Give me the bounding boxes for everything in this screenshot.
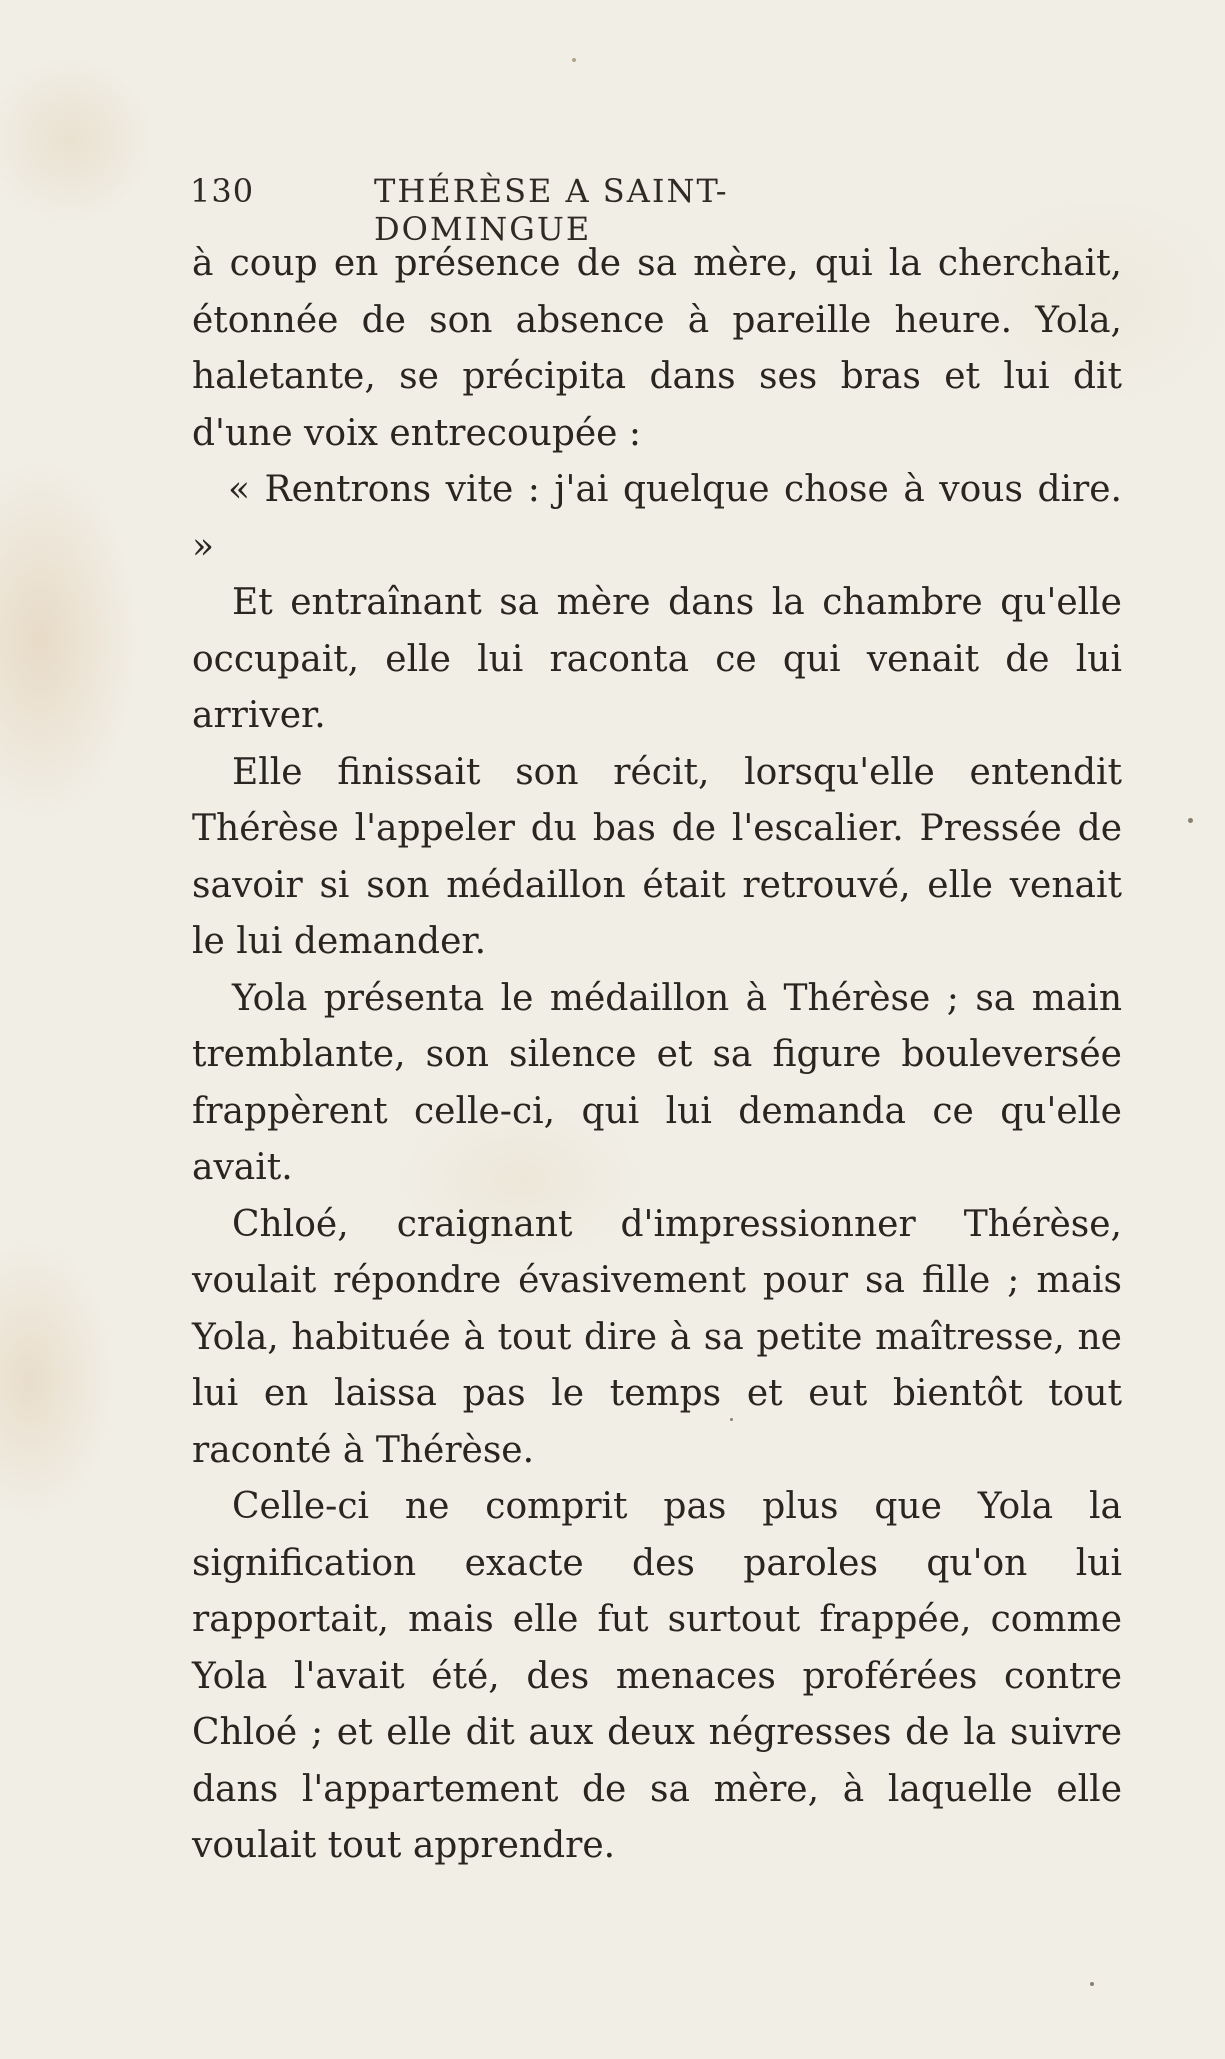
page-number: 130	[190, 172, 255, 210]
paragraph: Elle finissait son récit, lorsqu'elle entendit Thérèse l'appeler du bas de l'escalier. Pressée de savoir si son médaillon était retrouvé, elle venait le lui demander.	[192, 751, 1122, 962]
page-header	[190, 172, 930, 248]
running-title: THÉRÈSE A SAINT-DOMINGUE	[374, 172, 729, 248]
paragraph: Et entraînant sa mère dans la chambre qu'elle occupait, elle lui raconta ce qui venait de lui arriver.	[192, 582, 1122, 736]
paragraph: Chloé, craignant d'impressionner Thérèse, voulait répondre évasivement pour sa fille ; mais Yola, habituée à tout dire à sa petite maîtresse, ne lui en laissa pas le temps et eut bientôt tout raconté à Thérèse.	[192, 1203, 1122, 1471]
paper-speck	[730, 1418, 733, 1421]
body-text	[192, 236, 1122, 1875]
paper-speck	[1090, 1982, 1094, 1986]
paragraph: Celle-ci ne comprit pas plus que Yola la signification exacte des paroles qu'on lui rapportait, mais elle fut surtout frappée, comme Yola l'avait été, des menaces proférées contre Chloé ; et elle dit aux deux négresses de la suivre dans l'appartement de sa mère, à laquelle elle voulait tout apprendre.	[192, 1486, 1122, 1866]
paragraph: Yola présenta le médaillon à Thérèse ; sa main tremblante, son silence et sa figure bouleversée frappèrent celle-ci, qui lui demanda ce qu'elle avait.	[192, 977, 1122, 1188]
paragraph-continued: à coup en présence de sa mère, qui la cherchait, étonnée de son absence à pareille heure. Yola, haletante, se précipita dans ses bras et lui dit d'une voix entrecoupée :	[192, 243, 1122, 454]
paragraph-dialogue: « Rentrons vite : j'ai quelque chose à vous dire. »	[192, 469, 1122, 567]
paper-speck	[572, 58, 576, 62]
paper-speck	[1188, 818, 1193, 823]
